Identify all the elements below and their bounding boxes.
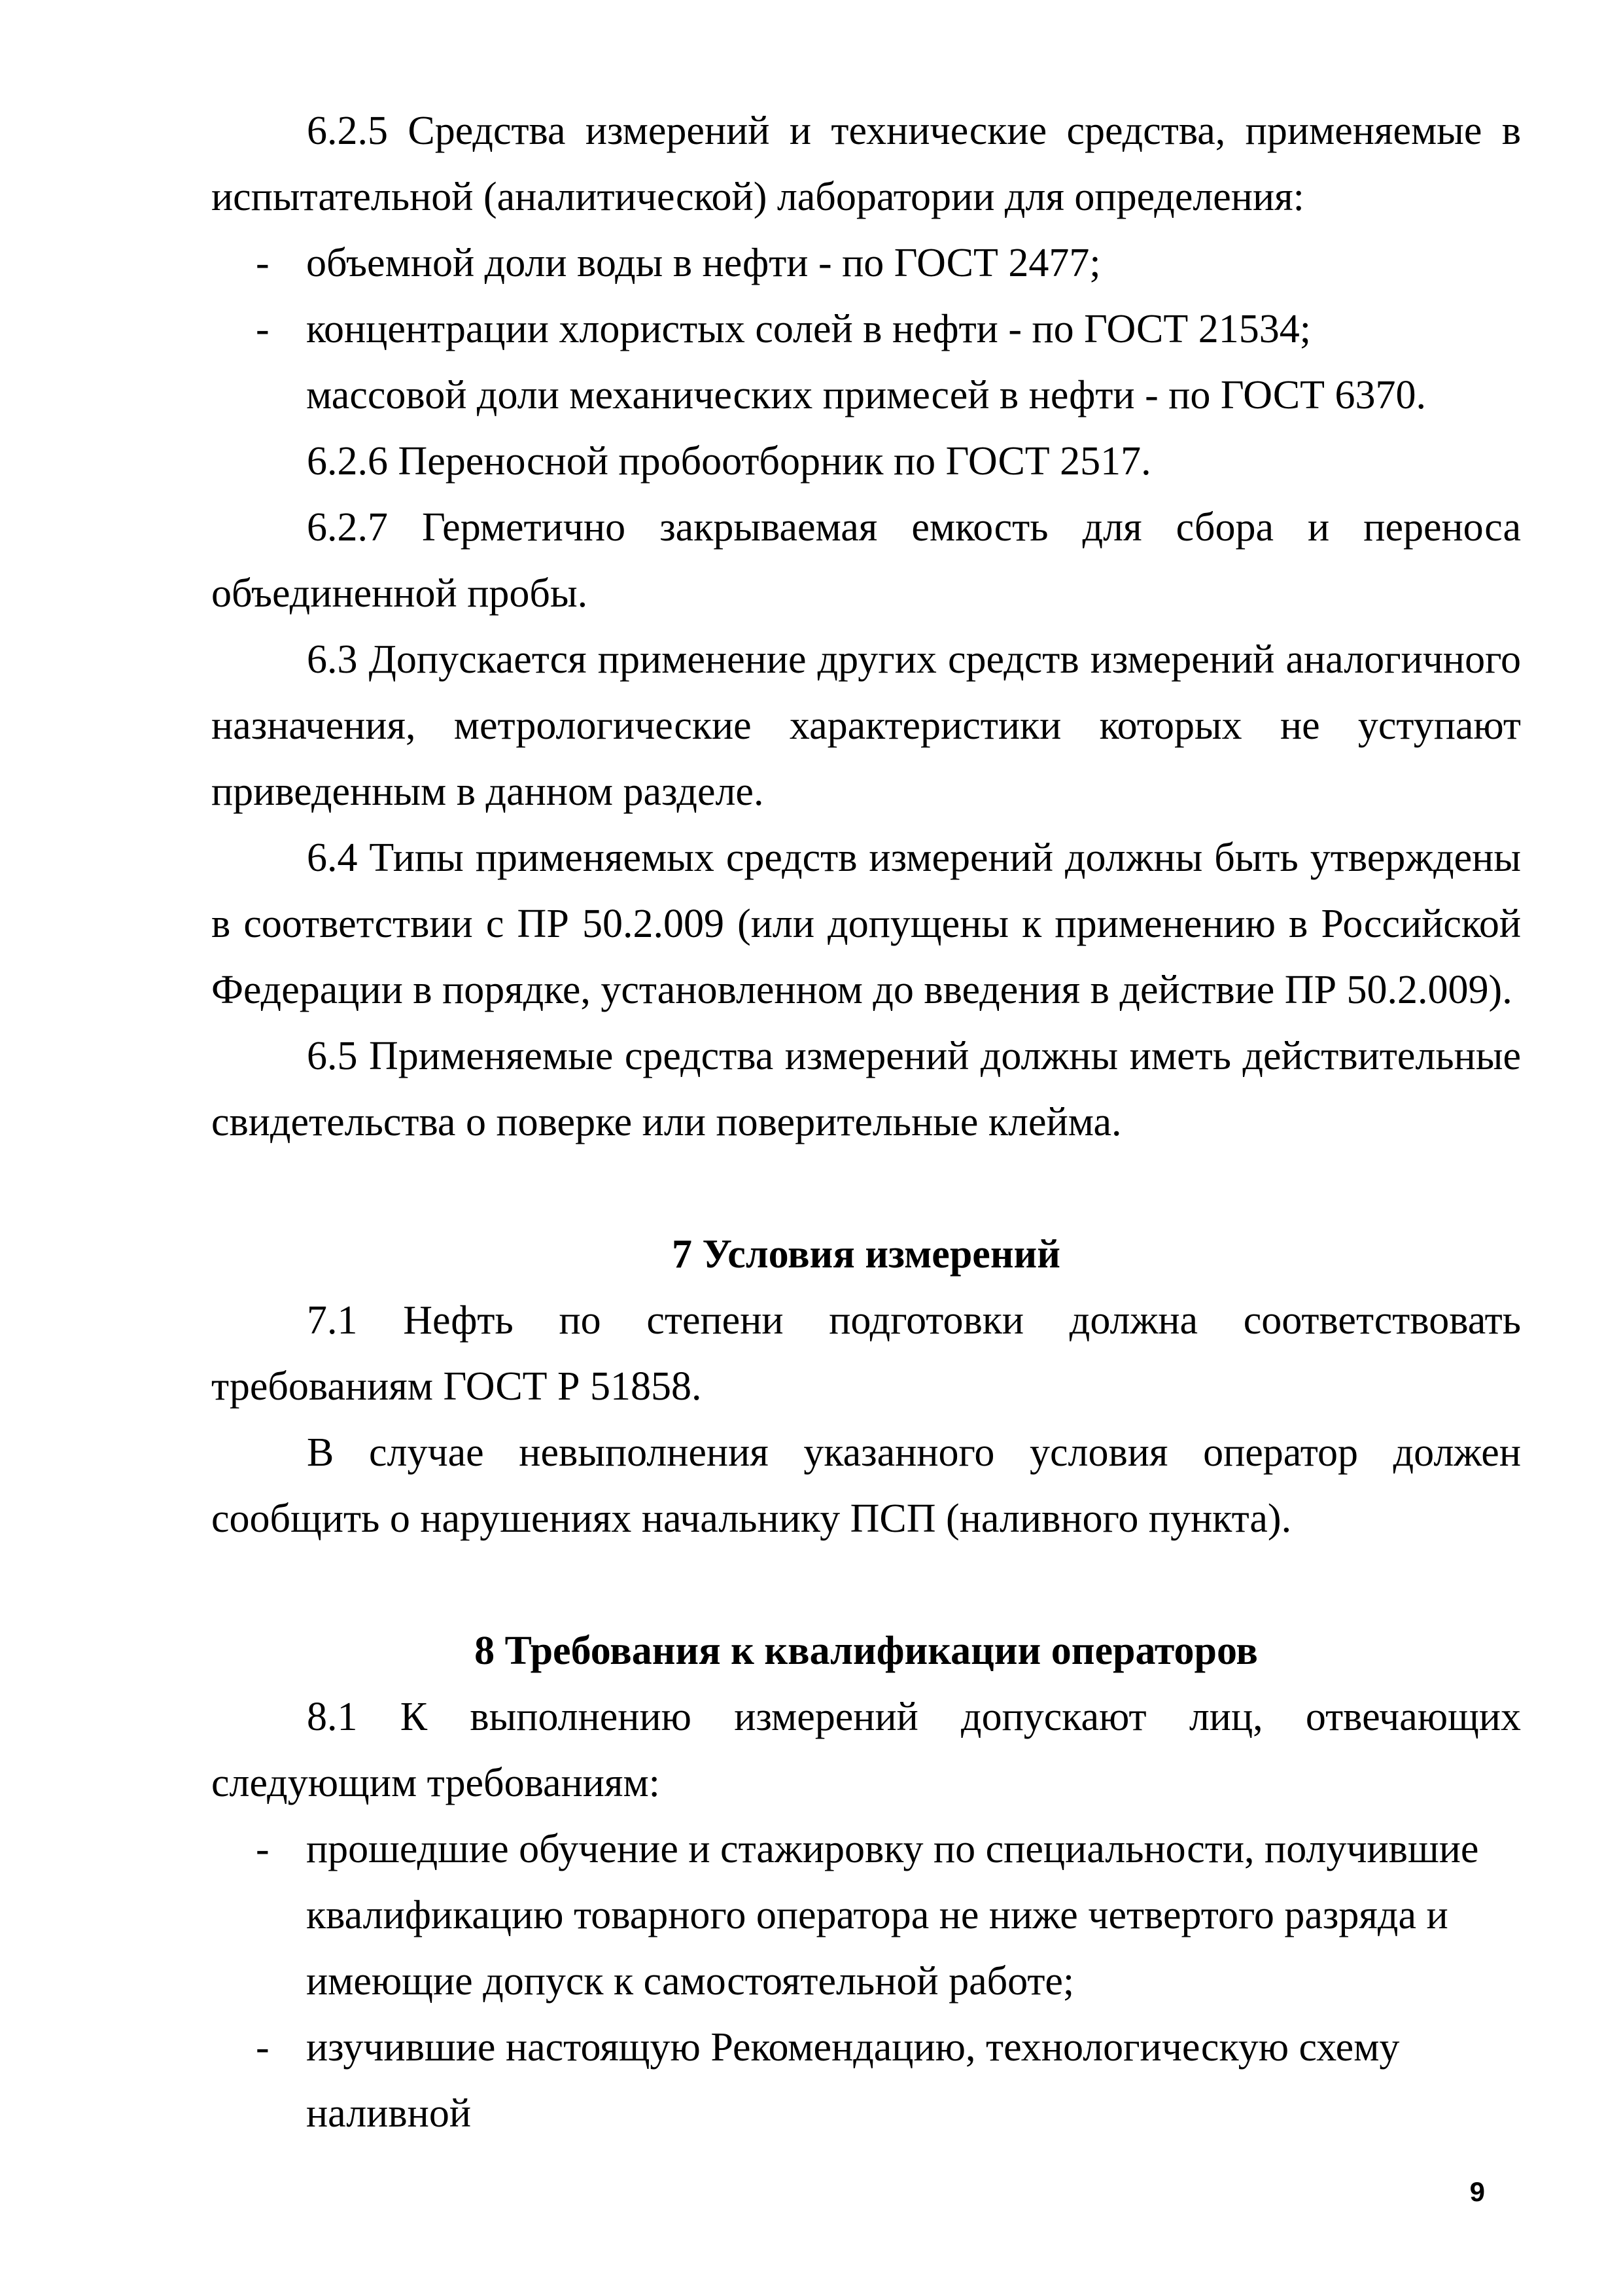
paragraph-7-1: 7.1 Нефть по степени подготовки должна соответствовать требованиям ГОСТ Р 51858.: [211, 1298, 1521, 1409]
paragraph-8-1: 8.1 К выполнению измерений допускают лиц, отвечающих следующим требованиям:: [211, 1695, 1521, 1805]
list-dash: -: [256, 1827, 270, 1871]
section-heading-8: 8 Требования к квалификации операторов: [474, 1629, 1258, 1673]
list-item: [211, 1816, 1521, 2015]
paragraph-6-2-6: 6.2.6 Переносной пробоотборник по ГОСТ 2517.: [307, 439, 1151, 484]
list-item-text: изучившие настоящую Рекомендацию, технологическую схему наливной: [306, 2025, 1400, 2136]
list-item-text: прошедшие обучение и стажировку по специальности, получившие квалификацию товарного оператора не ниже четвертого разряда и имеющие допуск к самостоятельной работе;: [306, 1827, 1479, 2004]
list-item: [211, 230, 1521, 296]
paragraph-6-4: 6.4 Типы применяемых средств измерений должны быть утверждены в соответствии с ПР 50.2.009 (или допущены к применению в Российской Федерации в порядке, установленном до введения в действие ПР 50.2.009).: [211, 836, 1521, 1012]
section-heading-7: 7 Условия измерений: [672, 1232, 1060, 1277]
list-dash: -: [256, 241, 270, 285]
paragraph-6-2-7: 6.2.7 Герметично закрываемая емкость для сбора и переноса объединенной пробы.: [211, 505, 1521, 616]
paragraph-6-5: 6.5 Применяемые средства измерений должны иметь действительные свидетельства о поверке или поверительные клейма.: [211, 1034, 1521, 1144]
list-item-text: концентрации хлористых солей в нефти - по ГОСТ 21534;: [306, 307, 1311, 351]
page-content: [211, 98, 1521, 2147]
page-number: 9: [1469, 2176, 1485, 2207]
list-item: [211, 2015, 1521, 2147]
list-item: [211, 296, 1521, 362]
list-dash: -: [256, 2025, 270, 2070]
section-gap: [211, 1156, 1521, 1222]
paragraph-7-1-note: В случае невыполнения указанного условия оператор должен сообщить о нарушениях начальнику ПСП (наливного пункта).: [211, 1430, 1521, 1541]
list-dash: -: [256, 307, 270, 351]
list-item-text: объемной доли воды в нефти - по ГОСТ 2477;: [306, 241, 1101, 285]
list-continuation: массовой доли механических примесей в нефти - по ГОСТ 6370.: [306, 373, 1426, 417]
paragraph-6-3: 6.3 Допускается применение других средств измерений аналогичного назначения, метрологические характеристики которых не уступают приведенным в данном разделе.: [211, 637, 1521, 814]
paragraph-6-2-5: 6.2.5 Средства измерений и технические средства, применяемые в испытательной (аналитической) лаборатории для определения:: [211, 109, 1521, 219]
section-gap: [211, 1552, 1521, 1618]
